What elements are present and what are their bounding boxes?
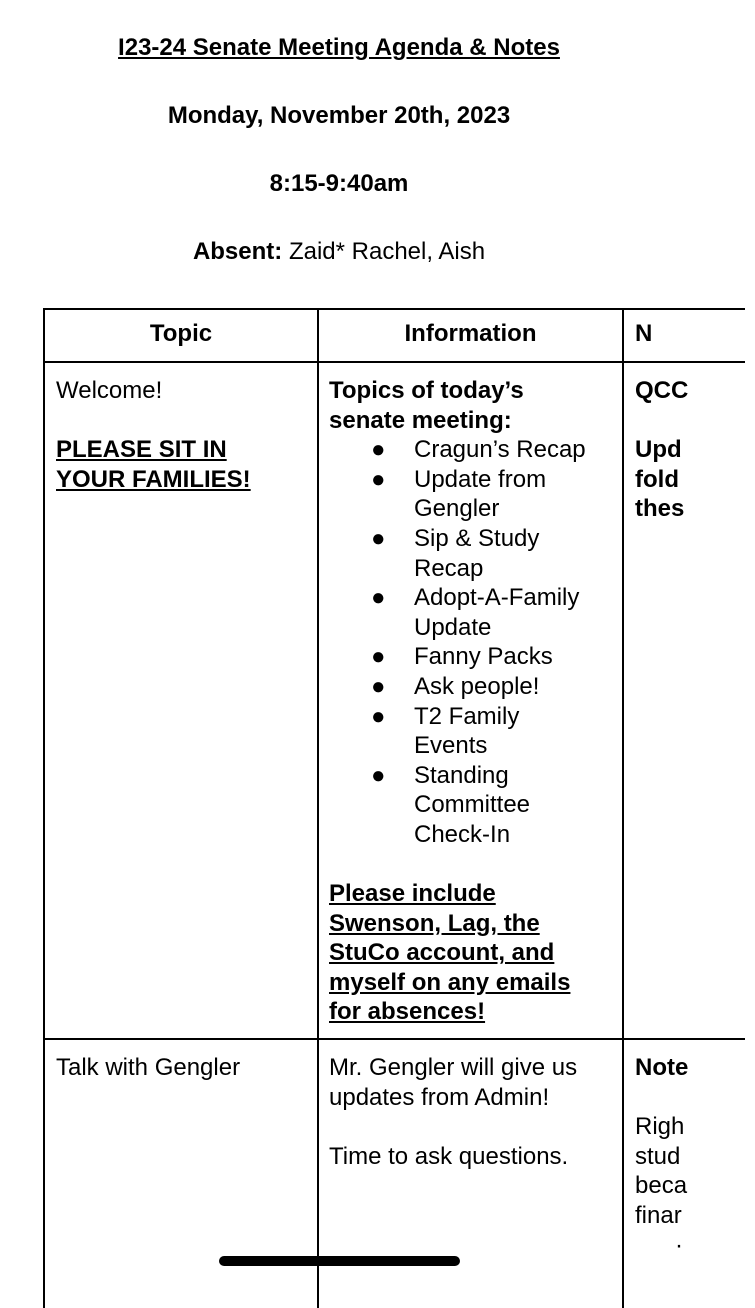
row1-notes-line2: Upd: [635, 436, 682, 464]
row2-info-line3: Time to ask questions.: [329, 1142, 569, 1170]
list-item: ● Sip & Study Recap: [371, 524, 540, 582]
row1-topic: [56, 376, 311, 494]
bullet-icon: ●: [371, 643, 386, 671]
bullet-icon: ●: [371, 436, 386, 464]
list-item: ● Standing Committee Check-In: [371, 761, 531, 848]
header-information: Information: [404, 320, 537, 347]
list-item: ● T2 Family Events: [371, 702, 520, 760]
list-item: ● Adopt-A-Family Update: [371, 584, 580, 641]
row2-notes-line2: stud: [635, 1142, 681, 1170]
table-border-top: [45, 308, 745, 310]
header-notes: N: [635, 320, 653, 347]
table-row-divider: [45, 1038, 745, 1040]
home-indicator[interactable]: [219, 1256, 460, 1266]
topics-list: [329, 435, 619, 849]
list-item: ● Fanny Packs: [371, 643, 553, 671]
bullet-icon: ●: [371, 761, 386, 789]
absent-names: Zaid* Rachel, Aish: [288, 238, 486, 265]
row2-notes-heading: Note: [635, 1054, 689, 1081]
bullet-icon: ●: [371, 465, 386, 493]
bullet-icon: ●: [371, 524, 386, 552]
meeting-time: 8:15-9:40am: [269, 170, 409, 197]
document-title: I23-24 Senate Meeting Agenda & Notes: [118, 34, 560, 61]
row2-topic-text: Talk with Gengler: [56, 1054, 241, 1081]
info-heading-line1: Topics of today’s: [329, 377, 524, 404]
absence-note-line3: StuCo account, and: [329, 939, 555, 967]
absence-note-line5: for absences!: [329, 998, 486, 1026]
row1-notes-line4: thes: [635, 495, 685, 523]
row1-information: [329, 376, 619, 1027]
list-item: ● Update from Gengler: [371, 465, 547, 523]
row1-notes-line1: QCC: [635, 377, 689, 404]
list-item: ● Ask people!: [371, 672, 540, 700]
absent-line: [0, 238, 678, 266]
absence-note-line4: myself on any emails: [329, 968, 571, 996]
list-item: ● Cragun’s Recap: [371, 436, 586, 464]
meeting-date: Monday, November 20th, 2023: [167, 102, 511, 129]
agenda-table: [43, 308, 745, 1308]
row2-topic: [56, 1053, 311, 1083]
info-heading-line2: senate meeting:: [329, 406, 512, 434]
row2-info-line1: Mr. Gengler will give us: [329, 1054, 578, 1081]
bullet-icon: ●: [371, 584, 386, 612]
row1-topic-instruction-line1: PLEASE SIT IN: [56, 436, 227, 464]
row2-notes: [635, 1053, 745, 1260]
row2-notes-line1: Righ: [635, 1113, 685, 1141]
absence-note-line1: Please include: [329, 880, 496, 908]
row1-notes-line3: fold: [635, 465, 679, 493]
row1-notes: [635, 376, 745, 524]
row2-notes-line5: ·: [675, 1231, 683, 1259]
table-col-divider-1: [317, 308, 319, 1308]
row1-topic-instruction-line2: YOUR FAMILIES!: [56, 465, 251, 493]
header-topic: Topic: [149, 320, 213, 347]
absent-label: Absent:: [192, 238, 283, 265]
row2-information: [329, 1053, 619, 1171]
absence-note-line2: Swenson, Lag, the: [329, 909, 540, 937]
row2-notes-line3: beca: [635, 1172, 688, 1200]
table-header-divider: [45, 361, 745, 363]
table-col-divider-2: [622, 308, 624, 1308]
bullet-icon: ●: [371, 672, 386, 700]
row2-notes-line4: finar: [635, 1201, 682, 1229]
row2-info-line2: updates from Admin!: [329, 1083, 550, 1111]
row1-topic-welcome: Welcome!: [56, 377, 163, 404]
bullet-icon: ●: [371, 702, 386, 730]
